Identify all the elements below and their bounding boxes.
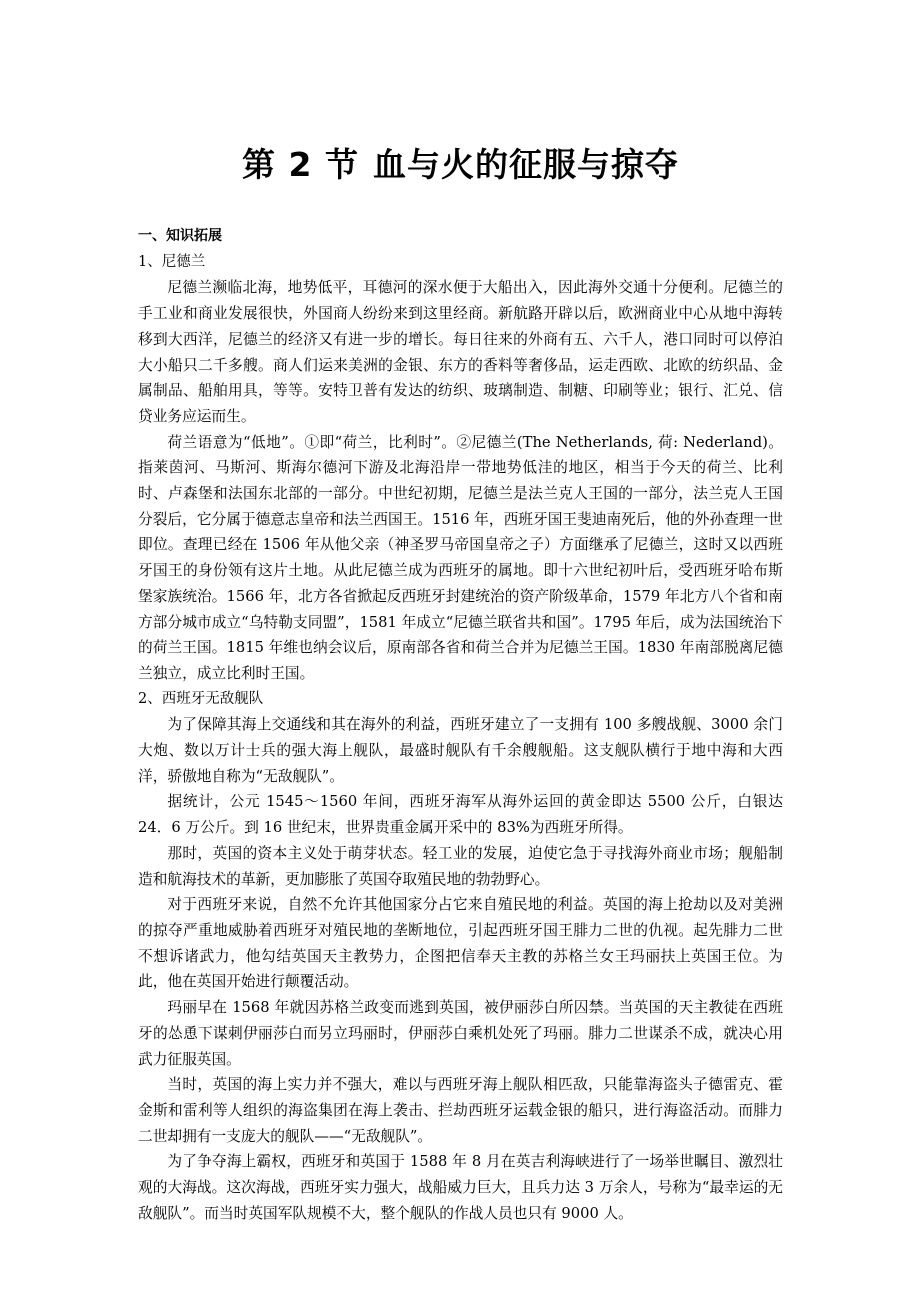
- paragraph: 为了争夺海上霸权，西班牙和英国于 1588 年 8 月在英吉利海峡进行了一场举世瞩目、激烈壮观的大海战。这次海战，西班牙实力强大，战船威力巨大，且兵力达 3 万余人，号称为“最幸运的无敌舰队”。而当时英国军队规模不大，整个舰队的作战人员也只有 9000 人。: [138, 1153, 783, 1222]
- paragraph: 对于西班牙来说，自然不允许其他国家分占它来自殖民地的利益。英国的海上抢劫以及对美洲的掠夺严重地威胁着西班牙对殖民地的垄断地位，引起西班牙国王腓力二世的仇视。起先腓力二世不想诉诸武力，他勾结英国天主教势力，企图把信奉天主教的苏格兰女王玛丽扶上英国王位。为此，他在英国开始进行颠覆活动。: [138, 896, 783, 991]
- paragraph: 当时，英国的海上实力并不强大，难以与西班牙海上舰队相匹敌，只能靠海盗头子德雷克、霍金斯和雷利等人组织的海盗集团在海上袭击、拦劫西班牙运载金银的船只，进行海盗活动。而腓力二世却拥有一支庞大的舰队——“无敌舰队”。: [138, 1076, 783, 1145]
- subsection-heading-netherlands: 1、尼德兰: [138, 253, 206, 270]
- paragraph: 据统计，公元 1545～1560 年间，西班牙海军从海外运回的黄金即达 5500 公斤，白银达 24．6 万公斤。到 16 世纪末，世界贵重金属开采中的 83%为西班牙所得。: [138, 793, 783, 837]
- paragraph: 那时，英国的资本主义处于萌芽状态。轻工业的发展，迫使它急于寻找海外商业市场；舰船制造和航海技术的革新，更加膨胀了英国夺取殖民地的勃勃野心。: [138, 844, 783, 888]
- title-text: 血与火的征服与掠夺: [372, 145, 679, 184]
- title-section-number: 第 2 节: [242, 145, 359, 184]
- section-heading: 一、知识拓展: [138, 228, 222, 244]
- document-body: [138, 224, 783, 1226]
- page-title: [138, 142, 783, 188]
- paragraph: 玛丽早在 1568 年就因苏格兰政变而逃到英国，被伊丽莎白所囚禁。当英国的天主教徒在西班牙的怂恿下谋刺伊丽莎白而另立玛丽时，伊丽莎白乘机处死了玛丽。腓力二世谋杀不成，就决心用武力征服英国。: [138, 999, 783, 1068]
- paragraph: 为了保障其海上交通线和其在海外的利益，西班牙建立了一支拥有 100 多艘战舰、3000 余门大炮、数以万计士兵的强大海上舰队，最盛时舰队有千余艘舰船。这支舰队横行于地中海和大西洋，骄傲地自称为“无敌舰队”。: [138, 716, 783, 785]
- subsection-heading-armada: 2、西班牙无敌舰队: [138, 690, 264, 707]
- paragraph: 荷兰语意为“低地”。①即“荷兰，比利时”。②尼德兰(The Netherlands, 荷: Nederland)。指莱茵河、马斯河、斯海尔德河下游及北海沿岸一带地势低洼的地区，相当于今天的荷兰、比利时、卢森堡和法国东北部的一部分。中世纪初期，尼德兰是法兰克人王国的一部分，法兰克人王国分裂后，它分属于德意志皇帝和法兰西国王。1516 年，西班牙国王斐迪南死后，他的外孙查理一世即位。查理已经在 1506 年从他父亲（神圣罗马帝国皇帝之子）方面继承了尼德兰，这时又以西班牙国王的身份领有这片土地。从此尼德兰成为西班牙的属地。即十六世纪初叶后，受西班牙哈布斯堡家族统治。1566 年，北方各省掀起反西班牙封建统治的资产阶级革命，1579 年北方八个省和南方部分城市成立“乌特勒支同盟”，1581 年成立“尼德兰联省共和国”。1795 年后，成为法国统治下的荷兰王国。1815 年维也纳会议后，原南部各省和荷兰合并为尼德兰王国。1830 年南部脱离尼德兰独立，成立比利时王国。: [138, 433, 783, 682]
- paragraph: 尼德兰濒临北海，地势低平，耳德河的深水便于大船出入，因此海外交通十分便利。尼德兰的手工业和商业发展很快，外国商人纷纷来到这里经商。新航路开辟以后，欧洲商业中心从地中海转移到大西洋，尼德兰的经济又有进一步的增长。每日往来的外商有五、六千人，港口同时可以停泊大小船只二千多艘。商人们运来美洲的金银、东方的香料等奢侈品，运走西欧、北欧的纺织品、金属制品、船舶用具，等等。安特卫普有发达的纺织、玻璃制造、制糖、印刷等业；银行、汇兑、信贷业务应运而生。: [138, 279, 783, 425]
